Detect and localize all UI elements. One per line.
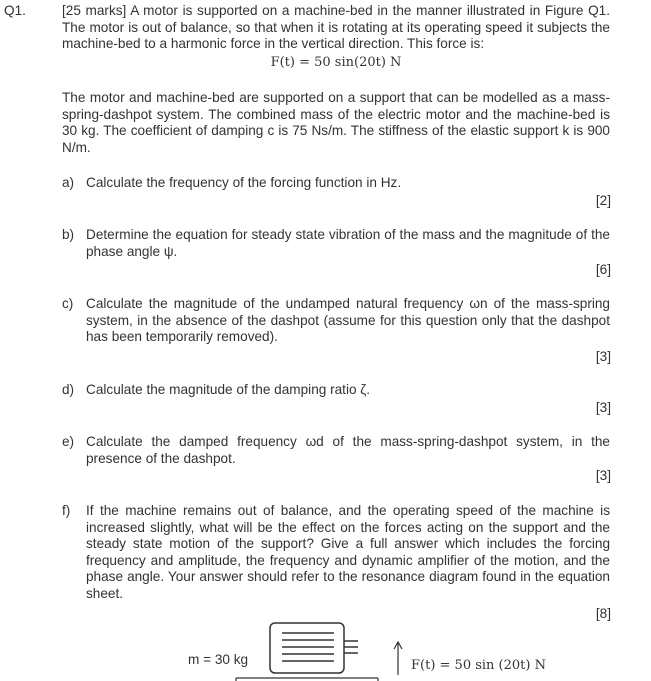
part-f xyxy=(62,503,610,602)
force-arrow-icon xyxy=(394,642,402,675)
part-a-marks: [2] xyxy=(595,193,611,208)
part-text: Calculate the magnitude of the undamped natural frequency ωn of the mass-spring system, in the absence of the dashpot (assume for this question only that the dashpot has been temporarily removed). xyxy=(86,296,610,344)
part-c xyxy=(62,296,610,346)
part-text: Calculate the magnitude of the damping ratio ζ. xyxy=(86,382,371,397)
part-f-marks: [8] xyxy=(595,606,611,621)
part-text: Calculate the damped frequency ωd of the mass-spring-dashpot system, in the presence of the dashpot. xyxy=(86,434,610,466)
motor-diagram xyxy=(0,615,651,681)
part-e-marks: [3] xyxy=(595,468,611,483)
part-c-marks: [3] xyxy=(595,349,611,364)
figure-q1 xyxy=(0,615,651,681)
part-d-marks: [3] xyxy=(595,400,611,415)
part-text: If the machine remains out of balance, and the operating speed of the machine is increased slightly, what will be the effect on the forces acting on the support and the steady state motion of the support? Give a full answer which includes the forcing frequency and amplitude, the frequency and dynamic amplifier of the motion, and the phase angle. Your answer should refer to the resonance diagram found in the equation sheet. xyxy=(86,503,610,601)
part-e xyxy=(62,434,610,467)
part-b xyxy=(62,227,610,260)
part-b-marks: [6] xyxy=(595,262,611,277)
question-number: Q1. xyxy=(4,3,26,18)
question-intro xyxy=(62,3,610,71)
system-description: The motor and machine-bed are supported on a support that can be modelled as a mass-spring-dashpot system. The combined mass of the electric motor and the machine-bed is 30 kg. The coefficient of damping c is 75 Ns/m. The stiffness of the elastic support k is 900 N/m. xyxy=(62,90,610,155)
part-d xyxy=(62,382,610,399)
part-label: d) xyxy=(62,382,75,397)
part-a xyxy=(62,175,610,192)
part-label: e) xyxy=(62,434,75,449)
motor-icon xyxy=(270,623,358,673)
part-label: c) xyxy=(62,296,74,311)
part-label: f) xyxy=(62,503,71,518)
mass-label: m = 30 kg xyxy=(188,652,249,667)
part-label: b) xyxy=(62,227,75,242)
force-label: F(t) = 50 sin (20t) N xyxy=(411,658,546,673)
part-text: Determine the equation for steady state vibration of the mass and the magnitude of the phase angle ψ. xyxy=(86,227,610,259)
force-equation: F(t) = 50 sin(20t) N xyxy=(270,54,402,70)
part-label: a) xyxy=(62,175,75,190)
intro-text: [25 marks] A motor is supported on a machine-bed in the manner illustrated in Figure Q1. The motor is out of balance, so that when it is rotating at its operating speed it subjects the machine-bed to a harmonic force in the vertical direction. This force is: xyxy=(62,3,610,51)
part-text: Calculate the frequency of the forcing function in Hz. xyxy=(86,175,402,190)
